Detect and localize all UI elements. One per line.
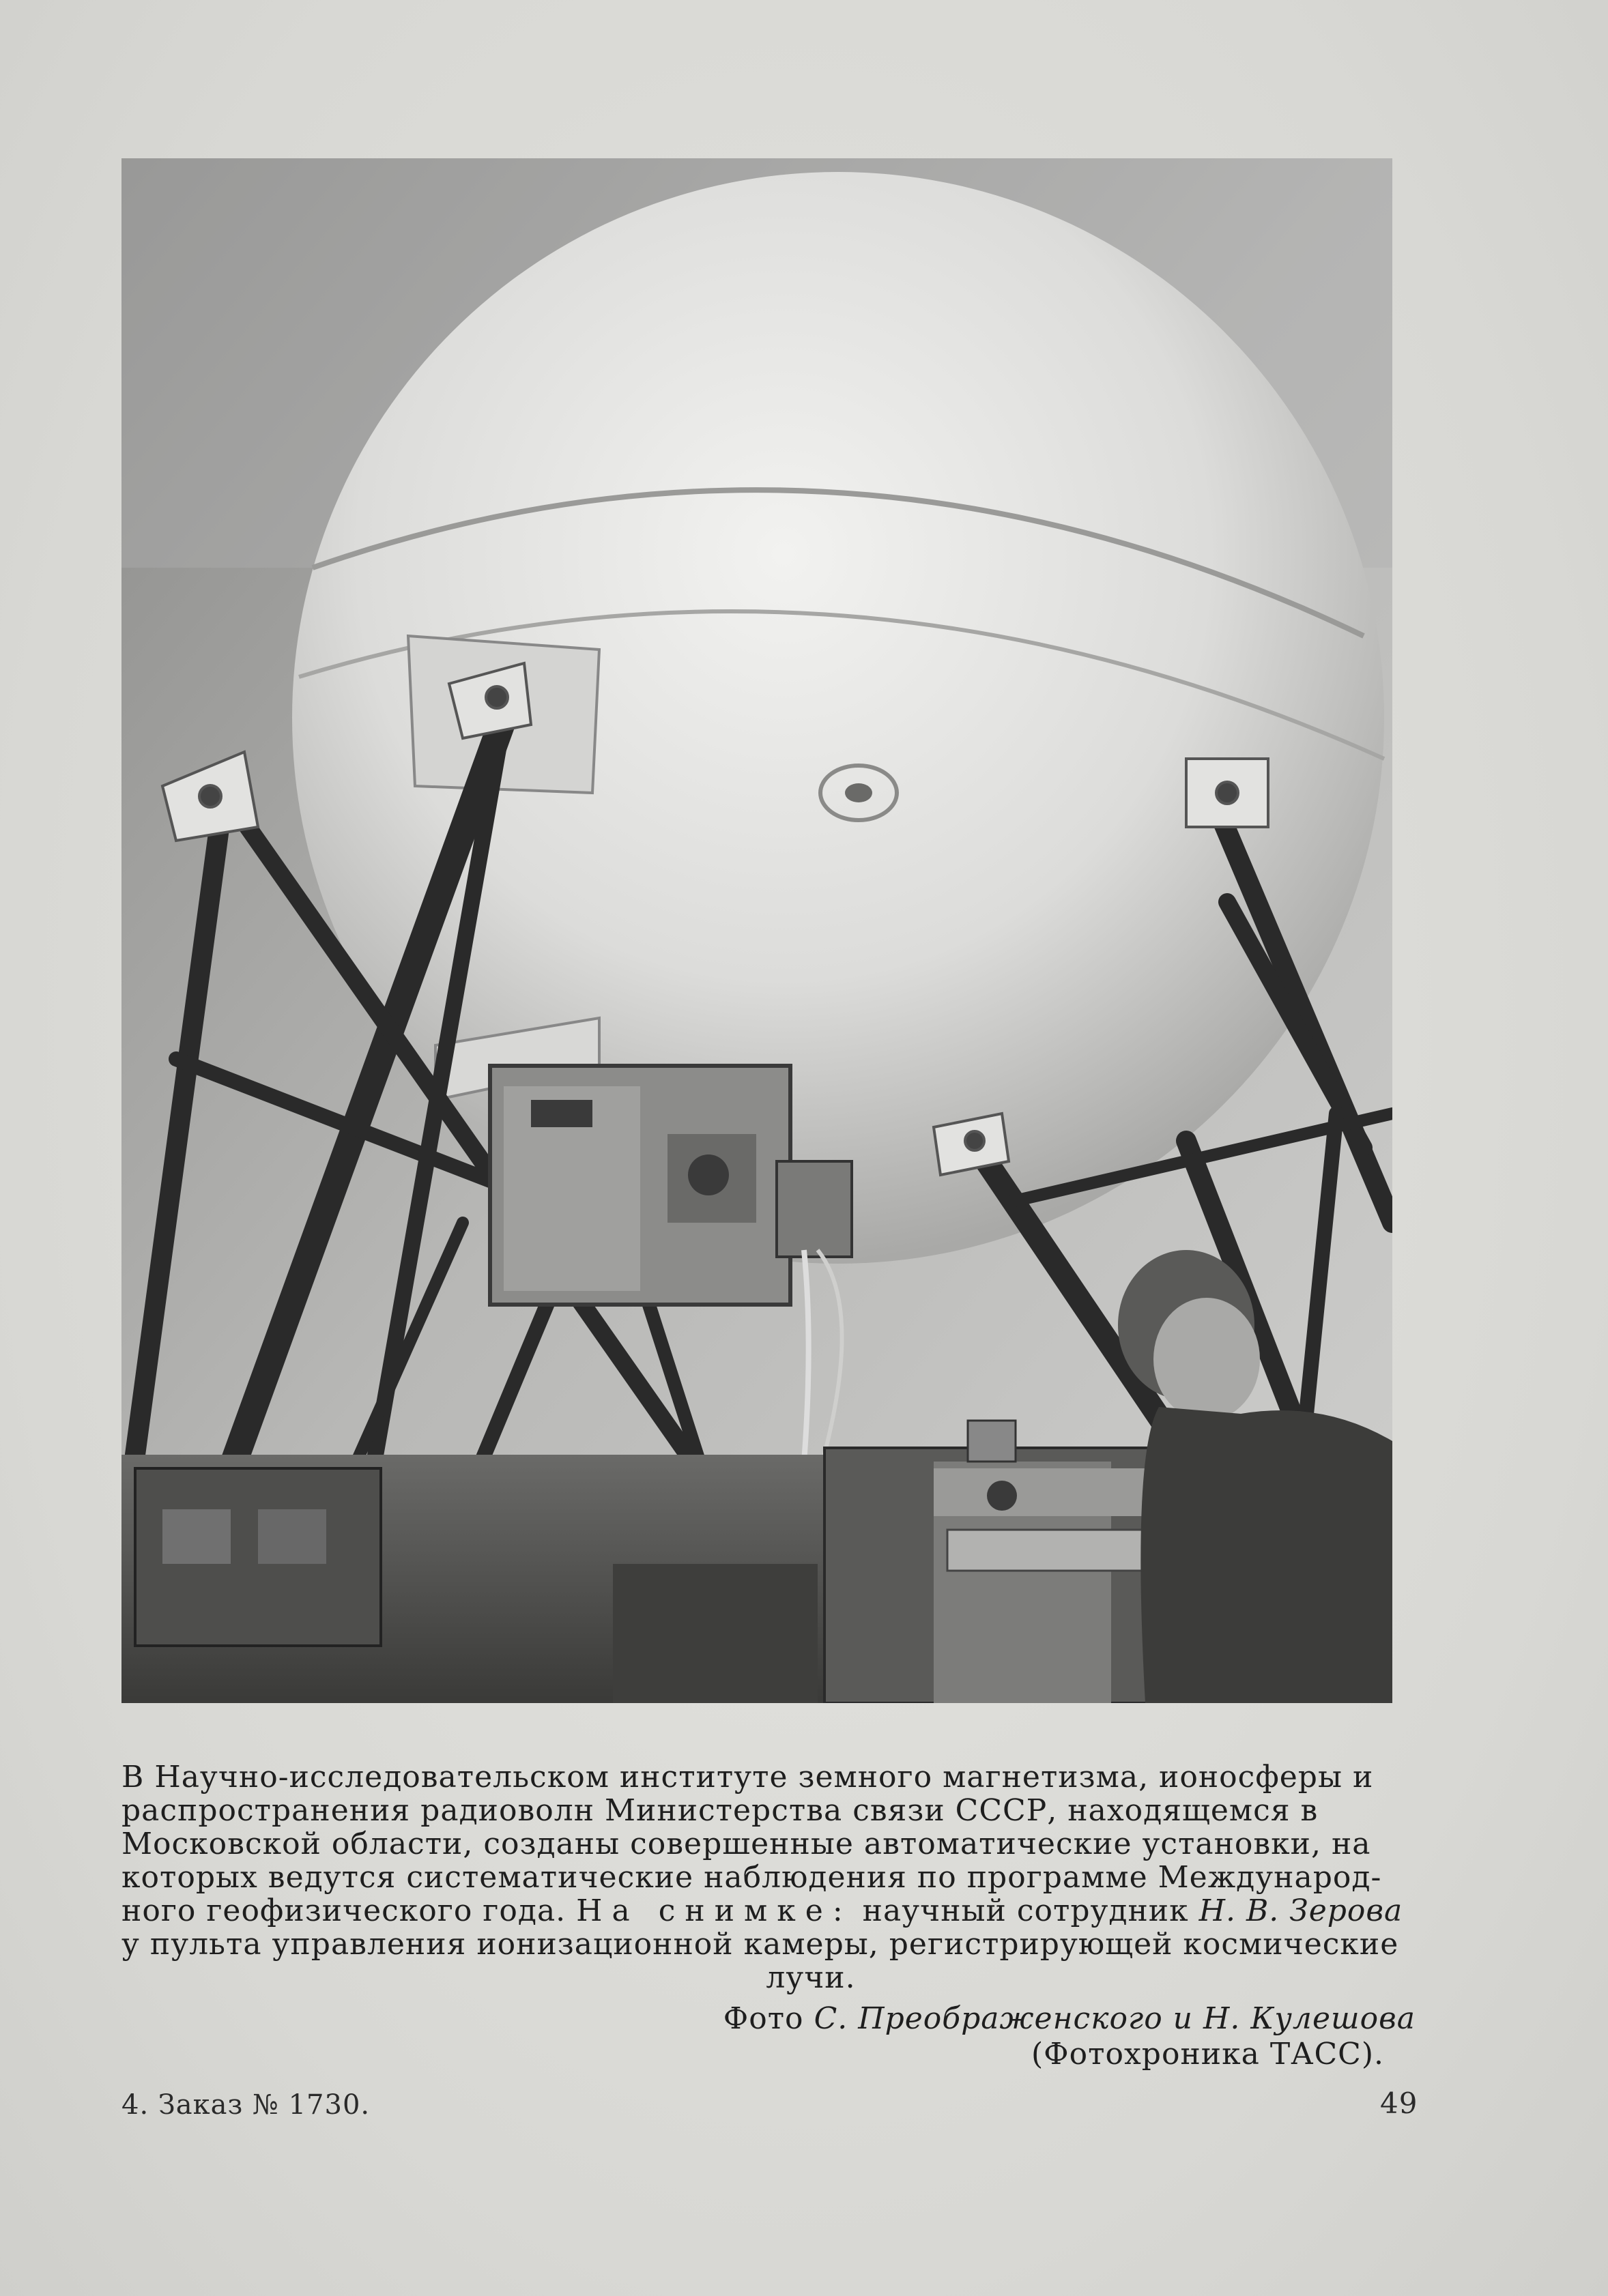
credit-prefix: Фото <box>723 2001 804 2036</box>
print-order-number: 4. Заказ № 1730. <box>121 2089 371 2121</box>
page-number: 49 <box>1380 2087 1418 2120</box>
caption-line-6: у пульта управления ионизационной камеры, регистрирующей космические <box>121 1927 1399 1962</box>
caption-line-1: В Научно-исследовательском институте земного магнетизма, ионосферы и <box>121 1760 1374 1794</box>
caption-staff-name: Н. В. Зерова <box>1198 1893 1403 1928</box>
caption-line-5-mid: научный сотрудник <box>862 1893 1189 1928</box>
caption-line-4: которых ведутся систематические наблюдения по программе Международ- <box>121 1860 1382 1895</box>
photograph <box>121 158 1392 1703</box>
credit-authors: С. Преображенского и Н. Кулешова <box>814 2001 1416 2036</box>
photo-credit <box>723 2002 1416 2035</box>
caption-line-3: Московской области, созданы совершенные автоматические установки, на <box>121 1827 1371 1861</box>
caption-photo-label: На снимке: <box>576 1893 852 1928</box>
photo-illustration <box>121 158 1392 1703</box>
photo-caption <box>121 1760 1418 1994</box>
caption-line-2: распространения радиоволн Министерства связи СССР, находящемся в <box>121 1793 1319 1828</box>
caption-line-7: лучи. <box>766 1960 856 1995</box>
credit-agency: (Фотохроника ТАСС). <box>1031 2037 1384 2072</box>
caption-line-5-start: ного геофизического года. <box>121 1893 566 1928</box>
caption-line-5 <box>121 1894 1418 1928</box>
